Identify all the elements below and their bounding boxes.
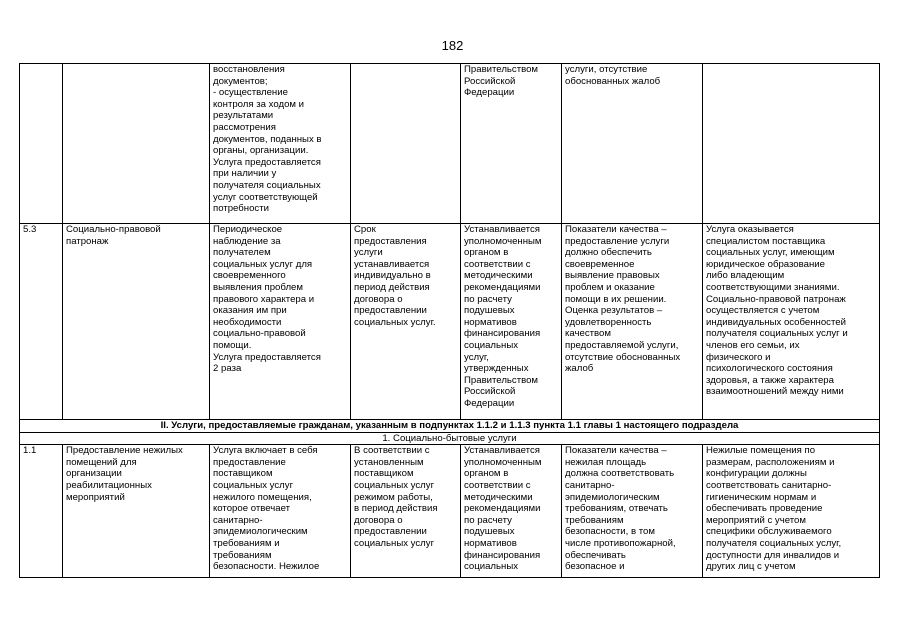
row-number-cell: 1.1	[20, 445, 63, 578]
service-description-cell: восстановления документов; - осуществление контроля за ходом и результатами рассмотрения документов, поданных в органы, организации. Услуга предоставляется при наличии у получателя социальных услуг соответствующей потребности	[210, 64, 351, 224]
service-term-cell	[351, 64, 461, 224]
per-capita-norm-cell: Устанавливается уполномоченным органом в соответствии с методическими рекомендациями по расчету подушевых нормативов финансирования социальных услуг, утвержденных Правительством Российской Федерации	[461, 224, 562, 420]
quality-indicators-cell: Показатели качества – предоставление услуги должно обеспечить своевременное выявление правовых проблем и оказание помощи в их решении. Оценка результатов – удовлетворенность качеством предоставляемой услуги, отсутствие обоснованных жалоб	[562, 224, 703, 420]
service-name-cell: Предоставление нежилых помещений для организации реабилитационных мероприятий	[63, 445, 210, 578]
services-table	[19, 63, 880, 578]
row-number-cell	[20, 64, 63, 224]
service-name-cell: Социально-правовой патронаж	[63, 224, 210, 420]
conditions-cell: Нежилые помещения по размерам, расположениям и конфигурации должны соответствовать санитарно- гигиеническим нормам и обеспечивать проведение мероприятий с учетом специфики обслуживаемого получателя социальных услуг, доступности для инвалидов и других лиц с учетом	[703, 445, 880, 578]
service-term-cell: Срок предоставления услуги устанавливается индивидуально в период действия договора о предоставлении социальных услуг.	[351, 224, 461, 420]
table-row	[20, 224, 880, 420]
service-description-cell: Услуга включает в себя предоставление поставщиком социальных услуг нежилого помещения, которое отвечает санитарно- эпидемиологическим требованиям и требованиям безопасности. Нежилое	[210, 445, 351, 578]
per-capita-norm-cell: Правительством Российской Федерации	[461, 64, 562, 224]
table-row	[20, 445, 880, 578]
service-term-cell: В соответствии с установленным поставщиком социальных услуг режимом работы, в период действия договора о предоставлении социальных услуг	[351, 445, 461, 578]
quality-indicators-cell: услуги, отсутствие обоснованных жалоб	[562, 64, 703, 224]
service-description-cell: Периодическое наблюдение за получателем социальных услуг для своевременного выявления проблем правового характера и оказания им при необходимости социально-правовой помощи. Услуга предоставляется 2 раза	[210, 224, 351, 420]
section-heading: II. Услуги, предоставляемые гражданам, указанным в подпунктах 1.1.2 и 1.1.3 пункта 1.1 главы 1 настоящего подраздела	[20, 420, 880, 433]
quality-indicators-cell: Показатели качества – нежилая площадь должна соответствовать санитарно- эпидемиологическим требованиям, отвечать требованиям безопасности, в том числе противопожарной, обеспечивать безопасное и	[562, 445, 703, 578]
table-row	[20, 64, 880, 224]
subsection-heading-row	[20, 432, 880, 445]
subsection-heading: 1. Социально-бытовые услуги	[20, 432, 880, 445]
row-number-cell: 5.3	[20, 224, 63, 420]
section-heading-row	[20, 420, 880, 433]
page-number: 182	[441, 38, 464, 53]
conditions-cell: Услуга оказывается специалистом поставщика социальных услуг, имеющим юридическое образование либо владеющим соответствующими знаниями. Социально-правовой патронаж осуществляется с учетом индивидуальных особенностей получателя социальных услуг и членов его семьи, их физического и психологического состояния здоровья, а также характера взаимоотношений между ними	[703, 224, 880, 420]
conditions-cell	[703, 64, 880, 224]
service-name-cell	[63, 64, 210, 224]
per-capita-norm-cell: Устанавливается уполномоченным органом в соответствии с методическими рекомендациями по расчету подушевых нормативов финансирования социальных	[461, 445, 562, 578]
